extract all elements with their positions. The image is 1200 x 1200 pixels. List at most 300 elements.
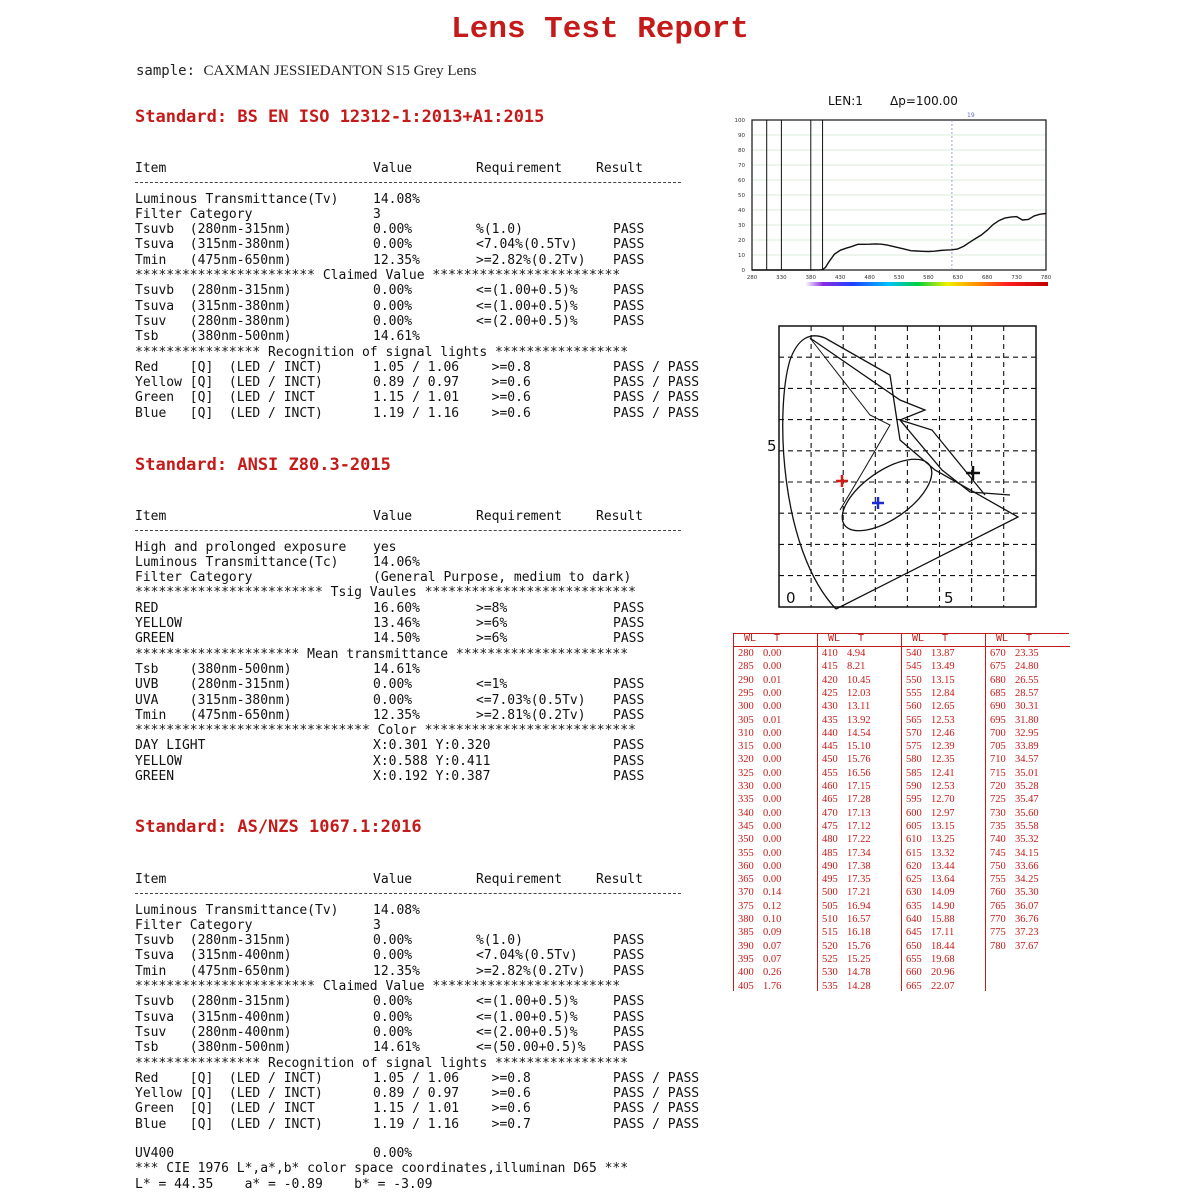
cell-req: <=1%: [476, 677, 508, 693]
cell-item: Tsuvb (280nm-315nm): [135, 222, 292, 238]
cell-result: PASS / PASS: [613, 1101, 700, 1117]
t-value: 12.03: [847, 687, 871, 699]
header-result: Result: [596, 872, 643, 887]
section-2-heading: Standard: ANSI Z80.3-2015: [135, 455, 391, 475]
cell-item: Green [Q] (LED / INCT: [135, 1101, 316, 1117]
wl-column-header: [902, 633, 986, 647]
cell-item: Yellow [Q] (LED / INCT): [135, 375, 323, 391]
t-value: 0.00: [763, 834, 782, 846]
t-value: 12.35: [931, 754, 955, 766]
y-tick-label: 90: [738, 133, 745, 139]
t-value: 0.00: [763, 781, 782, 792]
wl-value: 660: [906, 967, 922, 979]
wl-value: 385: [738, 927, 754, 939]
wl-value: 315: [738, 741, 754, 753]
cell-result: PASS: [613, 963, 645, 979]
t-value: 10.45: [847, 674, 871, 686]
t-value: 19.68: [931, 953, 955, 965]
separator-line: ************************ Tsig Vaules ***************************: [135, 585, 636, 601]
cell-value: X:0.192 Y:0.387: [373, 769, 491, 785]
cell-result: PASS: [613, 237, 645, 253]
wl-value: 520: [822, 940, 838, 952]
wl-value: 640: [906, 914, 922, 925]
cell-value: 0.89 / 0.97: [373, 1086, 460, 1102]
cell-result: PASS: [613, 298, 645, 314]
cell-item: Tsb (380nm-500nm): [135, 329, 292, 345]
cell-value: 1.05 / 1.06: [373, 359, 460, 375]
cell-item: Filter Category: [135, 917, 253, 933]
t-value: 17.22: [847, 834, 871, 846]
table-row: [135, 237, 715, 252]
cell-req: >=2.81%(0.2Tv): [476, 707, 586, 723]
t-value: 0.00: [763, 820, 782, 832]
cell-result: PASS / PASS: [613, 359, 700, 375]
cell-value: 0.00%: [373, 313, 413, 329]
wl-value: 475: [822, 820, 838, 832]
wl-value: 645: [906, 927, 922, 939]
t-value: 33.66: [1015, 860, 1039, 872]
cell-result: PASS: [613, 631, 645, 647]
header-req: Requirement: [476, 872, 563, 887]
x-tick-label: 380: [805, 275, 817, 281]
wl-value: 505: [822, 900, 838, 912]
wl-value: 405: [738, 980, 754, 992]
page-title: Lens Test Report: [451, 12, 749, 47]
cell-value: 14.61%: [373, 1040, 420, 1056]
cell-req: <=(1.00+0.5)%: [476, 283, 578, 299]
wl-value: 780: [990, 940, 1006, 952]
table-row: [135, 314, 715, 329]
table-row: [135, 903, 715, 918]
separator-line: **************** Recognition of signal lights *****************: [135, 344, 629, 360]
cell-result: PASS / PASS: [613, 1086, 700, 1102]
cell-result: PASS: [613, 1024, 645, 1040]
table-header: [135, 161, 715, 176]
t-value: 14.78: [847, 967, 871, 979]
wl-value: 655: [906, 953, 922, 965]
cell-item: RED: [135, 600, 159, 616]
cell-req: >=6%: [476, 616, 508, 632]
spectrum-chart: [725, 92, 1065, 292]
cell-item: GREEN: [135, 769, 175, 785]
t-value: 14.90: [931, 900, 955, 912]
axis-label-x-mid: 5: [944, 589, 954, 607]
t-value: 26.55: [1015, 674, 1039, 686]
cell-result: PASS: [613, 933, 645, 949]
wl-value: 600: [906, 807, 922, 819]
cell-req: >=0.8: [476, 1070, 531, 1086]
t-value: 17.13: [847, 807, 871, 819]
table-row: [135, 616, 715, 631]
cell-req: >=0.6: [476, 405, 531, 421]
table-row: [135, 207, 715, 222]
wl-value: 690: [990, 701, 1006, 713]
axis-label-origin: 0: [786, 589, 796, 607]
wl-value: 760: [990, 887, 1006, 899]
cell-req: >=2.82%(0.2Tv): [476, 963, 586, 979]
t-value: 0.00: [763, 661, 782, 673]
t-value: 0.00: [763, 741, 782, 753]
wl-value: 765: [990, 900, 1006, 912]
cell-item: Blue [Q] (LED / INCT): [135, 1116, 323, 1132]
t-value: 13.44: [931, 860, 955, 872]
table-row: [135, 253, 715, 268]
table-row: [135, 1071, 715, 1086]
cell-value: 12.35%: [373, 963, 420, 979]
wl-value: 615: [906, 847, 922, 859]
wl-value: 625: [906, 874, 922, 886]
wl-value: 575: [906, 741, 922, 753]
t-value: 17.28: [847, 794, 871, 806]
cell-req: <7.04%(0.5Tv): [476, 948, 578, 964]
t-value: 0.00: [763, 860, 782, 872]
wl-value: 355: [738, 847, 754, 859]
t-value: 24.80: [1015, 661, 1039, 673]
t-value: 12.65: [931, 701, 955, 713]
x-tick-label: 630: [952, 275, 964, 281]
table-row: [135, 723, 715, 738]
cell-item: Tmin (475nm-650nm): [135, 252, 292, 268]
wl-value: 560: [906, 701, 922, 713]
wl-value: 550: [906, 674, 922, 686]
cell-result: PASS: [613, 994, 645, 1010]
cell-item: Luminous Transmittance(Tv): [135, 191, 339, 207]
table-row: [135, 979, 715, 994]
t-value: 32.95: [1015, 727, 1039, 739]
wl-value: 300: [738, 701, 754, 713]
cell-result: PASS: [613, 283, 645, 299]
lab-line: L* = 44.35 a* = -0.89 b* = -3.09: [135, 1176, 433, 1192]
wl-value: 695: [990, 714, 1006, 726]
wl-value: 495: [822, 874, 838, 886]
wl-column-header: [986, 633, 1070, 647]
cell-value: 13.46%: [373, 616, 420, 632]
wl-value: 725: [990, 794, 1006, 806]
t-value: 0.00: [763, 727, 782, 739]
wl-column: [817, 633, 902, 991]
wl-value: 440: [822, 727, 838, 739]
cell-result: PASS: [613, 769, 645, 785]
t-value: 14.28: [847, 980, 871, 992]
wl-value: 425: [822, 687, 838, 699]
cell-value: 0.00%: [373, 222, 413, 238]
x-tick-label: 330: [776, 275, 787, 281]
table-row: [135, 1025, 715, 1040]
wl-value: 630: [906, 887, 922, 899]
cell-value: 0.00%: [373, 1024, 413, 1040]
cell-req: >=0.7: [476, 1116, 531, 1132]
cell-item: Tsuva (315nm-400nm): [135, 948, 292, 964]
cell-value: 0.00%: [373, 1009, 413, 1025]
t-value: 22.07: [931, 980, 955, 992]
t-value: 15.10: [847, 741, 871, 753]
wl-value: 445: [822, 741, 838, 753]
wl-value: 510: [822, 914, 838, 925]
t-value: 0.07: [763, 940, 782, 952]
footer-block: [135, 1146, 715, 1192]
cell-item: Tsuva (315nm-380nm): [135, 298, 292, 314]
cell-value: 0.00%: [373, 677, 413, 693]
header-item: Item: [135, 872, 167, 887]
wl-value: 540: [906, 648, 922, 659]
wl-value: 595: [906, 794, 922, 806]
x-tick-label: 680: [981, 275, 993, 281]
t-value: 0.00: [763, 687, 782, 699]
cell-result: PASS: [613, 252, 645, 268]
t-value: 28.57: [1015, 687, 1039, 699]
wavelength-table: [733, 633, 1073, 993]
t-value: 35.60: [1015, 807, 1039, 819]
t-value: 37.23: [1015, 927, 1039, 939]
y-tick-label: 70: [738, 163, 745, 169]
cell-item: DAY LIGHT: [135, 738, 206, 754]
x-tick-label: 430: [834, 275, 846, 281]
wl-value: 455: [822, 767, 838, 779]
wl-value: 730: [990, 807, 1006, 819]
t-value: 31.80: [1015, 714, 1039, 726]
header-value: Value: [373, 872, 413, 887]
cell-value: 0.00%: [373, 237, 413, 253]
cell-item: Red [Q] (LED / INCT): [135, 1070, 323, 1086]
section-2-table: [135, 509, 715, 784]
t-value: 15.76: [847, 754, 871, 766]
cell-item: Tsuvb (280nm-315nm): [135, 933, 292, 949]
wl-value: 305: [738, 714, 754, 726]
table-row: [135, 933, 715, 948]
t-value: 33.89: [1015, 741, 1039, 753]
t-value: 13.11: [847, 701, 871, 713]
wl-value: 310: [738, 727, 754, 739]
table-row: [135, 555, 715, 570]
cell-value: (General Purpose, medium to dark): [373, 570, 632, 586]
table-row: [135, 1056, 715, 1071]
table-row: [135, 222, 715, 237]
cell-result: PASS: [613, 692, 645, 708]
table-row: [135, 964, 715, 979]
table-row: [135, 693, 715, 708]
separator-line: *********************** Claimed Value ************************: [135, 979, 621, 995]
header-divider: [135, 524, 715, 539]
y-tick-label: 50: [738, 193, 745, 199]
t-value: 17.11: [931, 927, 955, 939]
header-item: Item: [135, 161, 167, 176]
cell-value: 0.00%: [373, 283, 413, 299]
table-row: [135, 1040, 715, 1055]
t-value: 0.01: [763, 674, 782, 686]
wl-value: 755: [990, 874, 1006, 886]
cell-item: YELLOW: [135, 753, 182, 769]
x-tick-label: 280: [746, 275, 758, 281]
table-row: [135, 994, 715, 1009]
cell-result: PASS / PASS: [613, 375, 700, 391]
table-row: [135, 769, 715, 784]
cell-value: 14.06%: [373, 554, 420, 570]
t-value: 13.32: [931, 847, 955, 859]
cell-result: PASS: [613, 616, 645, 632]
table-row: [135, 283, 715, 298]
cell-value: 1.05 / 1.06: [373, 1070, 460, 1086]
table-row: [135, 662, 715, 677]
wl-value: 340: [738, 807, 754, 819]
wl-value: 480: [822, 834, 838, 846]
cell-result: PASS / PASS: [613, 405, 700, 421]
cell-item: UVB (280nm-315nm): [135, 677, 292, 693]
cell-value: 1.19 / 1.16: [373, 405, 460, 421]
cell-value: 14.08%: [373, 902, 420, 918]
axis-label-y-mid: 5: [767, 437, 777, 455]
t-value: 37.67: [1015, 940, 1039, 952]
table-row: [135, 677, 715, 692]
wl-header-label: WL: [912, 633, 925, 644]
t-value: 30.31: [1015, 701, 1039, 713]
separator-line: ********************* Mean transmittance **********************: [135, 646, 629, 662]
t-value: 12.97: [931, 807, 955, 819]
chromaticity-diagram: [767, 320, 1040, 610]
y-tick-label: 40: [738, 208, 745, 214]
cell-item: Tmin (475nm-650nm): [135, 963, 292, 979]
cell-req: >=2.82%(0.2Tv): [476, 252, 586, 268]
t-value: 16.18: [847, 927, 871, 939]
wl-value: 325: [738, 767, 754, 779]
table-row: [135, 1101, 715, 1116]
t-value: 0.00: [763, 794, 782, 806]
wl-value: 415: [822, 661, 838, 673]
table-row: [135, 390, 715, 405]
wl-value: 740: [990, 834, 1006, 846]
cell-req: <=(2.00+0.5)%: [476, 313, 578, 329]
cell-item: Red [Q] (LED / INCT): [135, 359, 323, 375]
y-tick-label: 10: [738, 253, 745, 259]
header-req: Requirement: [476, 509, 563, 524]
separator-line: ****************************** Color ***************************: [135, 723, 636, 739]
sample-line: [136, 63, 477, 80]
cell-req: >=6%: [476, 631, 508, 647]
cell-item: Tsuvb (280nm-315nm): [135, 994, 292, 1010]
header-divider: [135, 176, 715, 191]
cell-req: <=(50.00+0.5)%: [476, 1040, 586, 1056]
t-value: 35.32: [1015, 834, 1039, 846]
cell-value: 0.00%: [373, 994, 413, 1010]
cell-item: Luminous Transmittance(Tc): [135, 554, 339, 570]
cell-value: 14.61%: [373, 329, 420, 345]
t-value: 0.01: [763, 714, 782, 726]
cie-line: *** CIE 1976 L*,a*,b* color space coordinates,illuminan D65 ***: [135, 1161, 629, 1177]
t-value: 35.30: [1015, 887, 1039, 899]
wl-value: 665: [906, 980, 922, 992]
chart-delta-label: Δp=100.00: [890, 94, 958, 108]
cell-result: PASS: [613, 313, 645, 329]
wl-value: 375: [738, 900, 754, 912]
wl-value: 770: [990, 914, 1006, 925]
wl-table-top-rule: [733, 633, 1069, 634]
wl-value: 450: [822, 754, 838, 766]
table-row: [135, 1086, 715, 1101]
wl-value: 715: [990, 767, 1006, 779]
wl-value: 555: [906, 687, 922, 699]
header-value: Value: [373, 161, 413, 176]
wl-value: 670: [990, 648, 1006, 659]
wl-value: 370: [738, 887, 754, 899]
wl-value: 775: [990, 927, 1006, 939]
wl-value: 535: [822, 980, 838, 992]
wl-value: 700: [990, 727, 1006, 739]
cell-item: Tmin (475nm-650nm): [135, 707, 292, 723]
wl-value: 335: [738, 794, 754, 806]
wl-value: 545: [906, 661, 922, 673]
t-header-label: T: [774, 633, 781, 644]
table-row: [135, 738, 715, 753]
wl-value: 430: [822, 701, 838, 713]
cell-value: 3: [373, 917, 381, 933]
wl-header-label: WL: [828, 633, 841, 644]
cell-value: 16.60%: [373, 600, 420, 616]
wl-value: 710: [990, 754, 1006, 766]
cell-req: %(1.0): [476, 222, 523, 238]
separator-line: *********************** Claimed Value ************************: [135, 268, 621, 284]
wl-value: 745: [990, 847, 1006, 859]
table-row: [135, 268, 715, 283]
section-3-table: [135, 872, 715, 1132]
wl-value: 650: [906, 940, 922, 952]
table-row: [135, 1010, 715, 1025]
t-value: 0.07: [763, 953, 782, 965]
cell-req: <=7.03%(0.5Tv): [476, 692, 586, 708]
cell-value: 12.35%: [373, 252, 420, 268]
t-value: 12.53: [931, 714, 955, 726]
t-value: 15.88: [931, 914, 955, 925]
t-header-label: T: [858, 633, 865, 644]
header-result: Result: [596, 161, 643, 176]
cell-item: Filter Category: [135, 570, 253, 586]
cell-req: <=(1.00+0.5)%: [476, 1009, 578, 1025]
t-value: 0.00: [763, 701, 782, 713]
t-value: 13.49: [931, 661, 955, 673]
wl-value: 435: [822, 714, 838, 726]
cell-result: PASS: [613, 948, 645, 964]
wl-value: 580: [906, 754, 922, 766]
table-row: [135, 192, 715, 207]
t-value: 17.38: [847, 860, 871, 872]
wl-value: 470: [822, 807, 838, 819]
cell-result: PASS: [613, 1040, 645, 1056]
table-row: [135, 299, 715, 314]
wl-value: 380: [738, 914, 754, 925]
cell-item: Tsuva (315nm-380nm): [135, 237, 292, 253]
t-value: 23.35: [1015, 648, 1039, 659]
cell-req: <=(1.00+0.5)%: [476, 298, 578, 314]
wl-value: 530: [822, 967, 838, 979]
cell-req: >=0.6: [476, 390, 531, 406]
wl-value: 490: [822, 860, 838, 872]
cell-value: X:0.301 Y:0.320: [373, 738, 491, 754]
cell-req: >=0.8: [476, 359, 531, 375]
cell-item: Tsuv (280nm-380nm): [135, 313, 292, 329]
wl-column: [733, 633, 818, 991]
wl-value: 280: [738, 648, 754, 659]
t-value: 16.57: [847, 914, 871, 925]
t-value: 13.25: [931, 834, 955, 846]
wl-value: 500: [822, 887, 838, 899]
wl-value: 705: [990, 741, 1006, 753]
table-row: [135, 631, 715, 646]
wl-value: 585: [906, 767, 922, 779]
cell-value: 14.50%: [373, 631, 420, 647]
wl-value: 720: [990, 781, 1006, 792]
uv400-label: UV400: [135, 1146, 175, 1161]
t-value: 13.15: [931, 820, 955, 832]
y-tick-label: 60: [738, 178, 745, 184]
cell-value: 0.00%: [373, 948, 413, 964]
